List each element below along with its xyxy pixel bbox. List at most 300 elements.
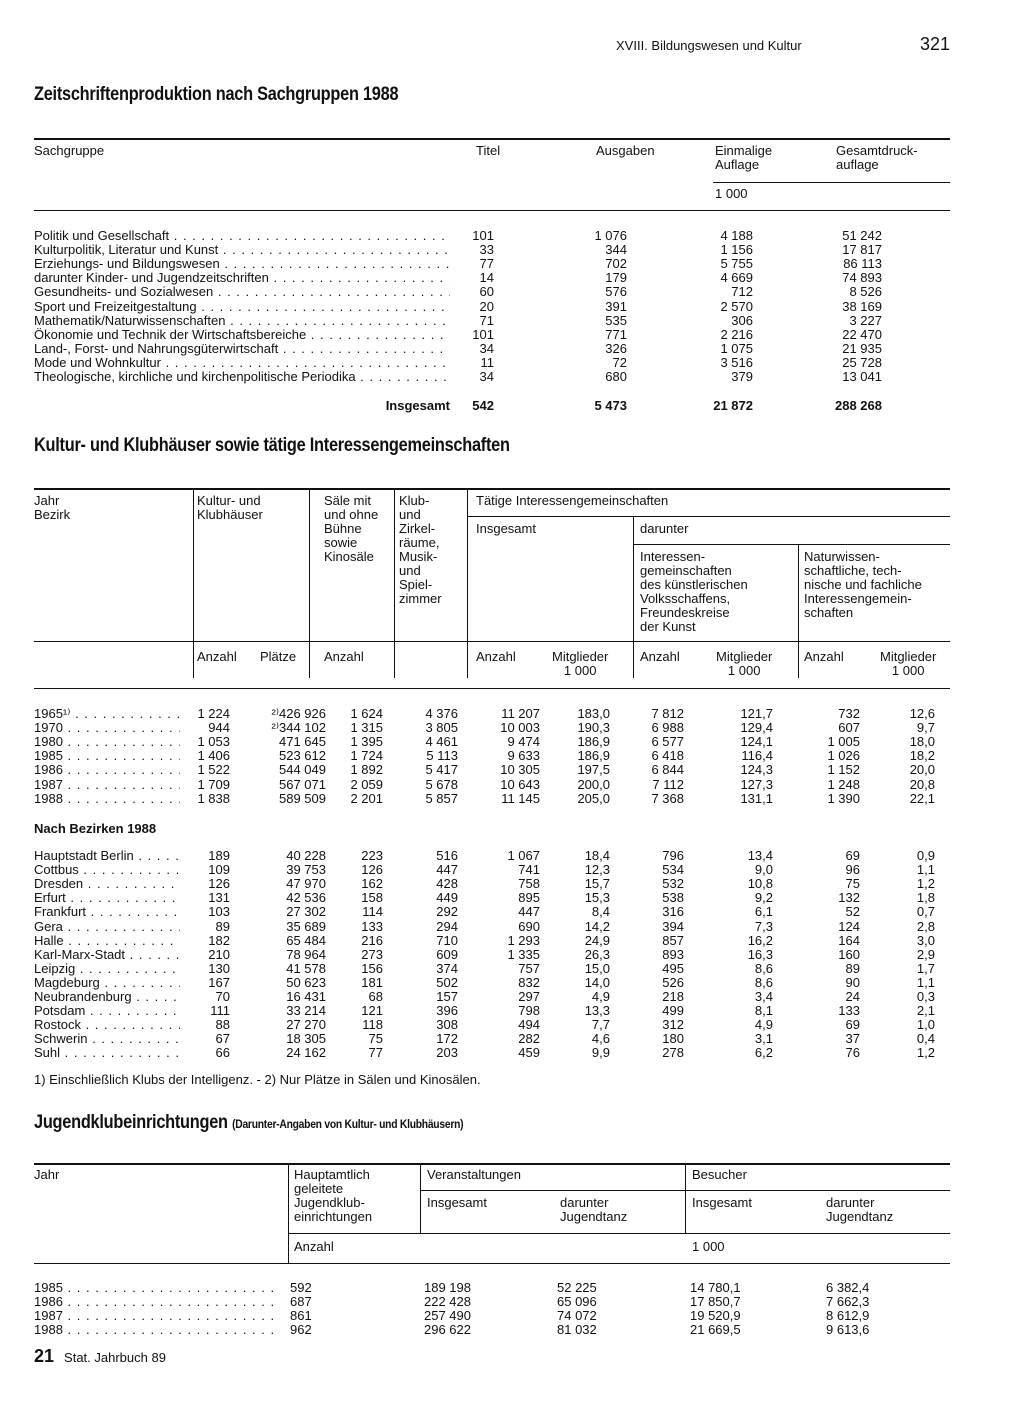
table3-subtitle: (Darunter-Angaben von Kultur- und Klubhäusern) <box>232 1117 464 1131</box>
table2-cell: 5 113 <box>426 748 458 764</box>
table1-cell: 13 041 <box>842 369 882 384</box>
table2-cell: 607 <box>838 720 860 736</box>
table2-cell: 428 <box>436 876 458 892</box>
table3-vline <box>288 1165 289 1263</box>
table1-col-sachgruppe: Sachgruppe <box>34 143 105 158</box>
table2-rule <box>34 641 950 642</box>
table1-cell: 326 <box>605 340 627 356</box>
table2-cell: 4 461 <box>425 734 458 750</box>
table2-cell: 75 <box>845 876 860 892</box>
table1-total-cell: 21 872 <box>713 398 753 413</box>
table2-cell: 9,0 <box>754 862 773 878</box>
table1-total-cell: 288 268 <box>835 398 882 413</box>
table2-cell: 1,2 <box>916 1045 935 1061</box>
table1-row-label: Ökonomie und Technik der Wirtschaftsbereiche . . . <box>34 328 450 342</box>
table3-cell: 19 520,9 <box>690 1308 741 1324</box>
table2-cell: 42 536 <box>286 890 326 906</box>
table1-cell: 34 <box>479 369 494 384</box>
table2-cell: 124,1 <box>740 734 773 750</box>
table3-col-jahr: Jahr <box>34 1167 60 1182</box>
table2-cell: 89 <box>215 918 230 934</box>
table2-cell: 532 <box>662 876 684 892</box>
table2-cell: 8,6 <box>754 960 773 976</box>
table2-cell: 1 395 <box>350 734 383 750</box>
table2-cell: 9,7 <box>916 720 935 736</box>
table2-col-naturwissenschaftlich: Naturwissen- schaftliche, tech- nische und fachliche Interessengemein- schaften <box>804 549 922 620</box>
table2-cell: 9,9 <box>591 1045 610 1061</box>
table2-cell: 18,4 <box>584 848 610 863</box>
table2-cell: 1 624 <box>350 706 383 721</box>
table2-cell: 1 335 <box>507 946 540 962</box>
table1-cell: 21 935 <box>842 340 882 356</box>
table2-cell: 449 <box>436 890 458 906</box>
table1-cell: 576 <box>605 284 627 300</box>
table3-cell: 687 <box>290 1294 312 1310</box>
table2-cell: 121,7 <box>740 706 773 721</box>
table2-cell: 1 053 <box>197 734 230 750</box>
table2-unit: Anzahl <box>324 649 364 664</box>
table2-vline <box>309 490 310 678</box>
table2-cell: 1,1 <box>916 974 935 990</box>
table2-col-klubraeume: Klub- und Zirkel- räume, Musik- und Spiel- zimmer <box>399 493 442 606</box>
table2-cell: 495 <box>662 960 684 976</box>
table3-rule <box>420 1190 950 1191</box>
table2-cell: 181 <box>361 974 383 990</box>
table1-cell: 33 <box>479 242 494 258</box>
table2-cell: 162 <box>361 876 383 892</box>
table2-title: Kultur- und Klubhäuser sowie tätige Interessengemeinschaften <box>34 435 510 456</box>
table1-cell: 60 <box>479 284 494 300</box>
table1-top-rule <box>34 138 950 140</box>
table2-cell: 22,1 <box>909 790 935 806</box>
table2-cell: 7,3 <box>754 918 773 934</box>
table2-cell: 189 <box>208 848 230 863</box>
table2-row-label: Potsdam . . . <box>34 1004 180 1018</box>
table2-district-heading: Nach Bezirken 1988 <box>34 821 157 836</box>
table1-cell: 101 <box>472 326 494 342</box>
table2-cell: 90 <box>845 974 860 990</box>
table2-col-jahr-bezirk: Jahr Bezirk <box>34 493 71 522</box>
table1-row-label: Mathematik/Naturwissenschaften . . . <box>34 314 450 328</box>
table2-cell: 41 578 <box>286 960 326 976</box>
table2-cell: 69 <box>845 1017 860 1033</box>
table2-cell: 118 <box>362 1017 383 1033</box>
table3-cell: 592 <box>290 1280 312 1295</box>
table2-cell: 944 <box>208 720 230 736</box>
table3-title-text: Jugendklubeinrichtungen <box>34 1112 228 1133</box>
table2-cell: 4,9 <box>591 989 610 1004</box>
table1-cell: 17 817 <box>842 242 882 258</box>
table2-cell: 20,0 <box>909 762 935 778</box>
table2-cell: 502 <box>436 974 458 990</box>
table2-cell: 129,4 <box>740 720 773 736</box>
table2-cell: 133 <box>838 1003 860 1019</box>
table2-row-label: 1980 . . . <box>34 735 180 749</box>
table3-row-label: 1985 . . . <box>34 1281 274 1295</box>
table1-row-label: Land-, Forst- und Nahrungsgüterwirtschaft . . . <box>34 342 450 356</box>
table2-cell: 6 844 <box>651 762 684 778</box>
table2-cell: 895 <box>518 890 540 906</box>
table2-cell: 6,1 <box>754 904 773 920</box>
table1-total-label: Insgesamt <box>385 398 450 413</box>
table2-cell: 494 <box>518 1017 540 1033</box>
table2-cell: 374 <box>436 960 458 976</box>
table1-cell: 391 <box>605 298 627 314</box>
table2-cell: 203 <box>436 1045 458 1061</box>
table2-cell: 210 <box>208 946 230 962</box>
table2-row-label: Suhl . . . <box>34 1046 180 1060</box>
table2-cell: 10,8 <box>747 876 773 892</box>
table2-cell: 14,0 <box>584 974 610 990</box>
table2-cell: 12,6 <box>909 706 935 721</box>
table2-cell: 126 <box>208 876 230 892</box>
table3-col-veranstaltungen: Veranstaltungen <box>427 1167 521 1182</box>
table2-cell: 3,4 <box>754 989 773 1004</box>
table2-cell: 24 <box>845 989 860 1004</box>
table2-cell: 160 <box>838 946 860 962</box>
table3-cell: 7 662,3 <box>826 1294 870 1310</box>
table1-total-cell: 5 473 <box>594 398 627 413</box>
table2-top-rule <box>34 488 950 490</box>
table3-header-rule <box>34 1263 950 1264</box>
table2-cell: 8,4 <box>591 904 610 920</box>
table2-vline <box>193 490 194 678</box>
table2-cell: 24,9 <box>584 932 610 948</box>
table1-cell: 712 <box>731 284 753 300</box>
table1-cell: 8 526 <box>849 284 882 300</box>
table3-unit-anzahl: Anzahl <box>294 1239 334 1254</box>
table2-cell: 114 <box>362 904 383 920</box>
table2-cell: 316 <box>662 904 684 920</box>
table2-cell: 6,2 <box>754 1045 773 1061</box>
table1-cell: 306 <box>731 312 753 328</box>
table2-cell: 732 <box>838 706 860 721</box>
table2-cell: 1 248 <box>827 776 860 792</box>
table2-cell: ²⁾344 102 <box>271 720 326 736</box>
table1-cell: 1 075 <box>720 340 753 356</box>
table2-cell: 9 474 <box>507 734 540 750</box>
table2-unit: Mitglieder 1 000 <box>552 649 609 678</box>
table3-cell: 81 032 <box>557 1322 597 1338</box>
table2-cell: 126 <box>361 862 383 878</box>
table2-vline <box>798 544 799 678</box>
table2-cell: 78 964 <box>286 946 326 962</box>
page-footer <box>34 1346 166 1367</box>
table2-cell: 1 005 <box>827 734 860 750</box>
table2-cell: 218 <box>662 989 684 1004</box>
table2-cell: 197,5 <box>577 762 610 778</box>
table2-cell: 1 406 <box>197 748 230 764</box>
table2-cell: 12,3 <box>584 862 610 878</box>
table2-cell: 26,3 <box>584 946 610 962</box>
table2-cell: 534 <box>662 862 684 878</box>
table1-row-label: Sport und Freizeitgestaltung . . . <box>34 300 450 314</box>
table3-vline <box>685 1165 686 1233</box>
table1-cell: 20 <box>479 298 494 314</box>
table2-col-insgesamt: Insgesamt <box>476 521 536 536</box>
table2-cell: 40 228 <box>286 848 326 863</box>
table3-cell: 9 613,6 <box>826 1322 870 1338</box>
table2-cell: 116,4 <box>741 748 773 764</box>
table2-cell: 6 988 <box>651 720 684 736</box>
table3-col-v-jugendtanz: darunter Jugendtanz <box>560 1195 628 1224</box>
table1-cell: 1 076 <box>594 228 627 243</box>
footer-page-number: 21 <box>34 1346 55 1366</box>
table3-col-b-insgesamt: Insgesamt <box>692 1195 752 1210</box>
table2-cell: 3 805 <box>425 720 458 736</box>
table2-cell: 278 <box>662 1045 684 1061</box>
table2-cell: 1 892 <box>350 762 383 778</box>
table2-cell: 130 <box>208 960 230 976</box>
table1-row-label: Erziehungs- und Bildungswesen . . . <box>34 257 450 271</box>
table2-cell: 710 <box>436 932 458 948</box>
table2-cell: 589 509 <box>279 790 326 806</box>
table2-col-kuenstlerisch: Interessen- gemeinschaften des künstlerischen Volksschaffens, Freundeskreise der Kunst <box>640 549 748 634</box>
table3-cell: 257 490 <box>424 1308 471 1324</box>
table2-row-label: 1987 . . . <box>34 778 180 792</box>
table2-cell: 8,6 <box>754 974 773 990</box>
table3-cell: 222 428 <box>424 1294 471 1310</box>
table2-row-label: Hauptstadt Berlin . . . <box>34 849 180 863</box>
table1-cell: 71 <box>479 312 494 328</box>
table3-row-label: 1988 . . . <box>34 1323 274 1337</box>
table2-cell: 65 484 <box>286 932 326 948</box>
table1-cell: 771 <box>605 326 627 342</box>
table2-row-label: Neubrandenburg . . . <box>34 990 180 1004</box>
table2-header-rule <box>34 688 950 689</box>
table1-cell: 2 216 <box>720 326 753 342</box>
table1-row-label: Kulturpolitik, Literatur und Kunst . . . <box>34 243 450 257</box>
table2-cell: 312 <box>662 1017 684 1033</box>
table2-cell: 1 026 <box>827 748 860 764</box>
table1-cell: 22 470 <box>842 326 882 342</box>
table2-row-label: Leipzig . . . <box>34 962 180 976</box>
table1-total-cell: 542 <box>472 398 494 413</box>
table2-cell: 9 633 <box>507 748 540 764</box>
table2-rule <box>467 516 950 517</box>
table2-cell: 103 <box>208 904 230 920</box>
table1-row-label: Theologische, kirchliche und kirchenpolitische Periodika . . . <box>34 370 450 384</box>
table2-col-interessengemeinschaften: Tätige Interessengemeinschaften <box>476 493 669 508</box>
table2-col-darunter: darunter <box>640 521 689 536</box>
table2-cell: 0,4 <box>916 1031 935 1047</box>
table2-cell: 2 059 <box>350 776 383 792</box>
table2-cell: 11 145 <box>501 790 540 806</box>
table1-cell: 4 188 <box>720 228 753 243</box>
table2-cell: 1 724 <box>350 748 383 764</box>
table3-cell: 189 198 <box>424 1280 471 1295</box>
table2-cell: 156 <box>361 960 383 976</box>
table3-cell: 65 096 <box>557 1294 597 1310</box>
table2-row-label: Dresden . . . <box>34 877 180 891</box>
table2-cell: 75 <box>368 1031 383 1047</box>
table2-cell: 1,8 <box>916 890 935 906</box>
table2-cell: 567 071 <box>279 776 326 792</box>
table2-cell: 18,0 <box>909 734 935 750</box>
table2-cell: 6 577 <box>651 734 684 750</box>
table2-cell: 15,7 <box>584 876 610 892</box>
table2-cell: 27 270 <box>286 1017 326 1033</box>
table2-cell: 0,7 <box>916 904 935 920</box>
table1-cell: 74 893 <box>842 270 882 286</box>
table2-cell: 292 <box>436 904 458 920</box>
table3-vline <box>420 1165 421 1233</box>
table2-cell: 798 <box>518 1003 540 1019</box>
table3-cell: 52 225 <box>557 1280 597 1295</box>
table2-col-kulturhaeuser: Kultur- und Klubhäuser <box>197 493 263 522</box>
table1-cell: 4 669 <box>720 270 753 286</box>
table3-col-b-jugendtanz: darunter Jugendtanz <box>826 1195 894 1224</box>
table2-cell: 15,0 <box>584 960 610 976</box>
table2-cell: 133 <box>361 918 383 934</box>
table3-unit-1000: 1 000 <box>692 1239 725 1254</box>
table1-cell: 179 <box>605 270 627 286</box>
table2-cell: 13,3 <box>584 1003 610 1019</box>
table2-cell: 297 <box>518 989 540 1004</box>
table1-cell: 34 <box>479 340 494 356</box>
table3-rule <box>288 1233 950 1234</box>
running-header: XVIII. Bildungswesen und Kultur <box>616 38 802 53</box>
table1-cell: 77 <box>479 256 494 272</box>
table2-cell: 77 <box>368 1045 383 1061</box>
table2-cell: 182 <box>208 932 230 948</box>
table2-cell: 4,9 <box>754 1017 773 1033</box>
table2-cell: 796 <box>662 848 684 863</box>
table1-cell: 72 <box>612 354 627 370</box>
table1-row-label: Gesundheits- und Sozialwesen . . . <box>34 285 450 299</box>
table2-cell: 758 <box>518 876 540 892</box>
table2-cell: 186,9 <box>577 748 610 764</box>
table2-cell: 1 067 <box>507 848 540 863</box>
table3-cell: 861 <box>290 1308 312 1324</box>
table2-cell: 69 <box>845 848 860 863</box>
table2-cell: 1 838 <box>197 790 230 806</box>
table2-cell: 200,0 <box>577 776 610 792</box>
table2-cell: 88 <box>215 1017 230 1033</box>
table2-cell: 459 <box>518 1045 540 1061</box>
table2-cell: 24 162 <box>286 1045 326 1061</box>
table2-cell: 121 <box>361 1003 383 1019</box>
table1-cell: 5 755 <box>720 256 753 272</box>
table2-cell: 52 <box>845 904 860 920</box>
table2-cell: 1,2 <box>916 876 935 892</box>
table3-col-v-insgesamt: Insgesamt <box>427 1195 487 1210</box>
table2-cell: 131 <box>208 890 230 906</box>
table1-cell: 14 <box>479 270 494 286</box>
table2-cell: 7,7 <box>591 1017 610 1033</box>
table2-cell: 131,1 <box>740 790 773 806</box>
table2-cell: 180 <box>662 1031 684 1047</box>
table2-cell: 70 <box>215 989 230 1004</box>
table2-cell: 1,1 <box>916 862 935 878</box>
table1-cell: 101 <box>472 228 494 243</box>
table2-vline <box>467 490 468 678</box>
table2-cell: 66 <box>215 1045 230 1061</box>
table2-cell: 16 431 <box>286 989 326 1004</box>
table2-cell: 190,3 <box>577 720 610 736</box>
table2-cell: 183,0 <box>577 706 610 721</box>
table2-cell: 2,8 <box>916 918 935 934</box>
table2-cell: 14,2 <box>584 918 610 934</box>
table2-cell: 4 376 <box>425 706 458 721</box>
table2-cell: 4,6 <box>591 1031 610 1047</box>
table2-cell: 158 <box>361 890 383 906</box>
table2-cell: 172 <box>436 1031 458 1047</box>
table2-row-label: Halle . . . <box>34 934 180 948</box>
table2-cell: 523 612 <box>279 748 326 764</box>
table2-unit: Plätze <box>260 649 297 664</box>
table2-unit: Anzahl <box>476 649 516 664</box>
table3-title <box>34 1112 463 1134</box>
table3-cell: 21 669,5 <box>690 1322 741 1338</box>
table2-cell: 132 <box>838 890 860 906</box>
table2-cell: 164 <box>838 932 860 948</box>
table2-cell: 8,1 <box>754 1003 773 1019</box>
table2-cell: 471 645 <box>279 734 326 750</box>
table1-cell: 25 728 <box>842 354 882 370</box>
table2-row-label: Cottbus . . . <box>34 863 180 877</box>
table2-cell: 516 <box>436 848 458 863</box>
table2-row-label: Schwerin . . . <box>34 1032 180 1046</box>
table2-cell: 167 <box>208 974 230 990</box>
table2-cell: 7 812 <box>651 706 684 721</box>
table2-row-label: Erfurt . . . <box>34 891 180 905</box>
table2-cell: 13,4 <box>747 848 773 863</box>
table2-row-label: 1970 . . . <box>34 721 180 735</box>
table2-vline <box>633 516 634 678</box>
table2-cell: 394 <box>662 918 684 934</box>
table1-cell: 3 227 <box>849 312 882 328</box>
footer-source: Stat. Jahrbuch 89 <box>64 1350 166 1365</box>
table1-cell: 3 516 <box>720 354 753 370</box>
table2-unit: Anzahl <box>197 649 237 664</box>
table2-cell: 1 390 <box>827 790 860 806</box>
table2-cell: 832 <box>518 974 540 990</box>
table2-cell: 18 305 <box>286 1031 326 1047</box>
table2-cell: 7 368 <box>651 790 684 806</box>
table2-cell: 893 <box>662 946 684 962</box>
table1-cell: 535 <box>605 312 627 328</box>
table2-cell: 10 643 <box>500 776 540 792</box>
table2-cell: 2 201 <box>350 790 383 806</box>
table2-row-label: Karl-Marx-Stadt . . . <box>34 948 180 962</box>
table2-cell: 0,9 <box>916 848 935 863</box>
table2-cell: 526 <box>662 974 684 990</box>
table2-cell: 1,0 <box>916 1017 935 1033</box>
table2-row-label: Frankfurt . . . <box>34 905 180 919</box>
table1-cell: 344 <box>605 242 627 258</box>
table1-header-rule <box>34 210 950 211</box>
table2-row-label: Rostock . . . <box>34 1018 180 1032</box>
table2-cell: 1 152 <box>827 762 860 778</box>
table2-cell: 3,0 <box>916 932 935 948</box>
table3-cell: 6 382,4 <box>826 1280 870 1295</box>
table2-vline <box>394 490 395 678</box>
table1-cell: 11 <box>480 354 494 370</box>
table2-row-label: 1985 . . . <box>34 749 180 763</box>
table1-col-ausgaben: Ausgaben <box>596 143 655 158</box>
table2-cell: 499 <box>662 1003 684 1019</box>
table2-cell: 47 970 <box>286 876 326 892</box>
table2-cell: 35 689 <box>286 918 326 934</box>
table1-row-label: darunter Kinder- und Jugendzeitschriften . . . <box>34 271 450 285</box>
table2-cell: 39 753 <box>286 862 326 878</box>
table2-cell: 124,3 <box>740 762 773 778</box>
table3-col-jugendklubs: Hauptamtlich geleitete Jugendklub- einrichtungen <box>294 1167 373 1224</box>
table2-cell: 3,1 <box>754 1031 773 1047</box>
table1-title: Zeitschriftenproduktion nach Sachgruppen 1988 <box>34 84 399 105</box>
table2-cell: 76 <box>845 1045 860 1061</box>
